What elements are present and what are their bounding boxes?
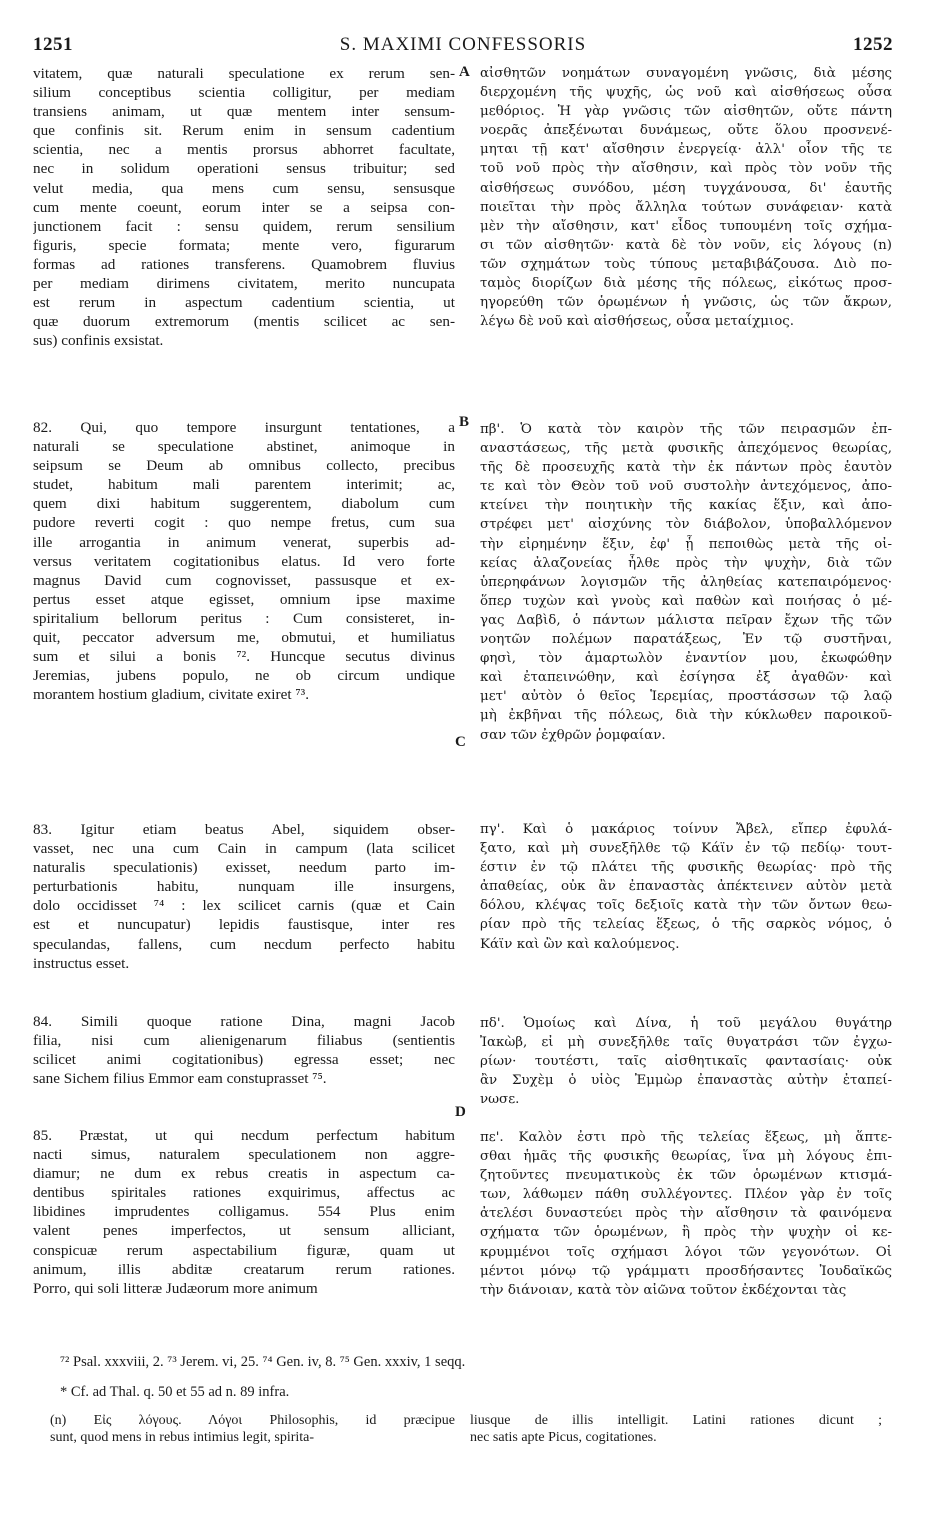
- greek-paragraph-82: [480, 420, 892, 745]
- greek-text-line: μὲν τὴν αἴσθησιν, κατ' εἶδος τυπουμένη τοῖς σχήμα-: [480, 218, 892, 234]
- greek-text-line: σαν τῶν ἐχθρῶν ῥομφαίαν.: [480, 727, 666, 743]
- greek-column: [480, 0, 892, 1370]
- latin-text-line: per mediam dirimens civitatem, merito nuncupata: [33, 275, 455, 293]
- editor-note-line: nec satis apte Picus, cogitationes.: [470, 1430, 657, 1445]
- greek-paragraph-85: [480, 1128, 892, 1300]
- greek-text-line: μετ' αὐτὸν ὁ θεῖος Ἱερεμίας, προστάσσων τῷ λαῷ: [480, 689, 892, 705]
- greek-text-line: λέγω δὲ νοῦ καὶ αἰσθήσεως, οὖσα μεταίχμιος.: [480, 314, 795, 330]
- greek-text-line: μὴ ἐκβῆναι τῆς πόλεως, διὰ τὴν κύκλωθεν παροικοῦ-: [480, 708, 892, 724]
- editor-note-left: [50, 1412, 455, 1446]
- greek-text-line: τὴν εἰρημένην ἕξιν, ἐφ' ᾗ πεποιθὼς μετὰ τῆς οἰ-: [480, 536, 892, 552]
- latin-text-line: junctionem facit : sensu quidem, rerum sensilium: [33, 217, 455, 235]
- scripture-footnotes: ⁷² Psal. xxxviii, 2. ⁷³ Jerem. vi, 25. ⁷⁴ Gen. iv, 8. ⁷⁵ Gen. xxxiv, 1 seqq.: [60, 1354, 466, 1370]
- latin-text-line: pertus esset atque egisset, omnium ipse maxime: [33, 590, 455, 608]
- greek-text-line: πβ'. Ὁ κατὰ τὸν καιρὸν τῆς τῶν πειρασμῶν ἐπ-: [480, 422, 892, 437]
- greek-text-line: ρίαν πρὸ τῆς τελείας ἕξεως, ὁ τῆς σαρκὸς νόμος, ὁ: [480, 917, 892, 933]
- latin-text-line: pudore reverti cogit : quo nempe fretus, cum sua: [33, 514, 455, 532]
- greek-text-line: δόλου, κλέψας τοῖς δεξιοῖς κατὰ τὴν τῶν ὄντων θεω-: [480, 898, 892, 914]
- latin-text-line: nacti simus, naturalem speculationem non aggre-: [33, 1146, 455, 1164]
- latin-text-line: versus veritatem cogitationibus elatus. Id vero forte: [33, 552, 455, 570]
- latin-paragraph-84: [33, 1012, 455, 1088]
- greek-text-line: ταμὸς διορίζων διὰ μέσης τῆς πόλεως, εἰκότως προσ-: [480, 276, 892, 292]
- greek-text-line: ἀτελέσι δυναστεύει πρὸς τὴν αἴσθησιν τὰ φαινόμενα: [480, 1206, 892, 1222]
- greek-text-line: διερχομένη τῆς ψυχῆς, ὡς νοῦ καὶ αἰσθήσεως οὖσα: [480, 85, 892, 101]
- greek-text-line: έστιν ἐν τῷ πλάτει τῆς φυσικῆς θεωρίας· πρὸ τῆς: [480, 860, 892, 876]
- latin-text-line: sane Sichem filius Emmor eam constuprasset ⁷⁵.: [33, 1070, 327, 1088]
- latin-text-line: quem dixi habitum suggerentem, diabolum cum: [33, 495, 455, 513]
- latin-text-line: instructus esset.: [33, 954, 130, 972]
- greek-text-line: κτείνει τὴν ποιητικὴν τῆς κακίας ἕξιν, καὶ ἀπο-: [480, 498, 892, 514]
- greek-text-line: πγ'. Καὶ ὁ μακάριος τοίνυν Ἄβελ, εἴπερ ἐφυλά-: [480, 822, 892, 837]
- greek-text-line: ὑπερηφάνων λογισμῶν τῆς ἀληθείας κατεπαιρόμενος·: [480, 574, 892, 590]
- greek-text-line: Κάϊν καὶ ὢν καὶ καλούμενος.: [480, 936, 680, 952]
- greek-text-line: πδ'. Ὁμοίως καὶ Δίνα, ἡ τοῦ μεγάλου θυγάτηρ: [480, 1016, 892, 1031]
- latin-text-line: figuris, specie formata; mente vero, figurarum: [33, 236, 455, 254]
- latin-text-line: 82. Qui, quo tempore insurgunt tentationes, a: [33, 419, 455, 436]
- latin-text-line: 83. Igitur etiam beatus Abel, siquidem obser-: [33, 821, 455, 838]
- greek-paragraph-83: [480, 820, 892, 954]
- latin-text-line: animum, illis abditæ creatarum rerum rationes.: [33, 1260, 455, 1278]
- latin-text-line: perturbationis habitu, nunquam ille insurgens,: [33, 878, 455, 896]
- latin-paragraph-85: [33, 1126, 455, 1298]
- greek-text-line: των, λάθωμεν πάθη συλλέγοντες. Πλέον γὰρ ἐν τοῖς: [480, 1187, 892, 1203]
- greek-paragraph-84: [480, 1014, 892, 1109]
- margin-marker-c: C: [455, 734, 466, 750]
- running-title: S. MAXIMI CONFESSORIS: [339, 34, 587, 55]
- latin-text-line: scientia, nec a mentis prorsus abhorret facultate,: [33, 141, 455, 159]
- latin-text-line: silium conceptibus scientia colligitur, per mediam: [33, 84, 455, 102]
- latin-text-line: velut media, qua mens cum sensu, sensusque: [33, 179, 455, 197]
- cross-reference-footnote: * Cf. ad Thal. q. 50 et 55 ad n. 89 infra.: [60, 1384, 290, 1400]
- latin-text-line: studet, habitum mali parentem interimit; ac,: [33, 476, 455, 494]
- greek-text-line: κείας ἀλαζονείας ἦλθε πρὸς τὴν ψυχὴν, διὰ τῶν: [480, 555, 892, 571]
- latin-paragraph-83: [33, 820, 455, 973]
- right-column-number: 1252: [853, 34, 893, 55]
- greek-text-line: γας Δαβὶδ, ὁ πάντων μάλιστα πεῖραν ἔχων τῆς τῶν: [480, 612, 892, 628]
- greek-text-line: πε'. Καλὸν ἐστι πρὸ τῆς τελείας ἕξεως, μὴ ἅπτε-: [480, 1130, 892, 1145]
- latin-text-line: est rerum in aspectum cadentium scientia, ut: [33, 294, 455, 312]
- latin-text-line: est et nuncupatur) lepidis faustisque, inter res: [33, 916, 455, 934]
- latin-text-line: morantem hostium gladium, civitate exiret ⁷³.: [33, 686, 309, 704]
- left-column-number: 1251: [33, 34, 73, 55]
- greek-text-line: ἂν Συχὲμ ὁ υἱὸς Ἐμμὼρ ἐπαναστὰς αὐτὴν ἐταπεί-: [480, 1073, 892, 1089]
- latin-text-line: cum mente coeunt, eorum inter se a seipsa con-: [33, 198, 455, 216]
- latin-text-line: vitatem, quæ naturali speculatione ex rerum sen-: [33, 65, 455, 82]
- editor-note-line: sunt, quod mens in rebus intimius legit, spirita-: [50, 1430, 315, 1445]
- greek-text-line: ηγορεύθη τῶν ὁρωμένων ἡ γνῶσις, ὡς τῶν ἄκρων,: [480, 295, 892, 311]
- greek-text-line: ποιεῖται τὴν πρὸς ἄλληλα τούτων συνάφειαν· κατὰ: [480, 199, 892, 215]
- greek-text-line: καὶ ἐταπεινώθην, καὶ ἐσίγησα ἐξ ἀγαθῶν· καὶ: [480, 670, 892, 686]
- greek-text-line: τὴν διάνοιαν, κατὰ τὸν αἰῶνα τοῦτον ἐκδέχονται τὰς: [480, 1282, 847, 1298]
- greek-text-line: κρυμμένοι τοῖς σχήμασι λόγοι τῶν γεγονότων. Οἱ: [480, 1244, 892, 1260]
- greek-text-line: νοητῶν πολέμων παρατάξεως, Ἐν τῷ συστῆναι,: [480, 632, 892, 648]
- greek-text-line: ὅπερ τυχὼν καὶ γνοὺς καὶ παθὼν καὶ ποιήσας ὁ μέ-: [480, 593, 892, 609]
- latin-text-line: 85. Præstat, ut qui necdum perfectum habitum: [33, 1127, 455, 1144]
- latin-text-line: scilicet animi cogitationibus) egressa esset; nec: [33, 1051, 455, 1069]
- greek-text-line: τοῦ νοῦ πρὸς τὴν αἴσθησιν, καὶ πρὸς τὸν νοῦν τῆς: [480, 161, 892, 177]
- latin-text-line: nec in solidum operationi sensus tribuitur; sed: [33, 160, 455, 178]
- latin-text-line: transiens animam, ut quæ mentem inter sensum-: [33, 103, 455, 121]
- greek-text-line: ἀπαθείας, οὐκ ἂν ἐπαναστὰς ἀπέκτεινεν αὐτὸν μετὰ: [480, 879, 892, 895]
- latin-text-line: dentibus spiritales rationes exquirimus, affectus ac: [33, 1184, 455, 1202]
- greek-text-line: στρέφει μετ' αἰσχύνης τὸν διάβολον, ὑποβαλλόμενον: [480, 517, 892, 533]
- latin-text-line: filia, nisi cum alienigenarum filiabus (sentientis: [33, 1032, 455, 1050]
- greek-text-line: αἰσθητῶν νοημάτων συναγομένη γνῶσις, διὰ μέσης: [480, 66, 892, 81]
- greek-text-line: νωσε.: [480, 1092, 520, 1108]
- greek-text-line: μεθόριος. Ἡ γὰρ γνῶσις τῶν αἰσθητῶν, οὔτε πάντη: [480, 104, 892, 120]
- editor-note-line: (n) Εἰς λόγους. Λόγοι Philosophis, id præcipue: [50, 1413, 455, 1428]
- latin-text-line: vasset, nec una cum Cain in campum (lata scilicet: [33, 840, 455, 858]
- latin-text-line: conspicuæ rerum aspectabilium figuræ, quam ut: [33, 1241, 455, 1259]
- latin-text-line: sum et silui a bonis ⁷². Huncque secutus divinus: [33, 648, 455, 666]
- latin-text-line: magnus David cum cognovisset, passusque et ex-: [33, 571, 455, 589]
- latin-text-line: Porro, qui soli litteræ Judæorum more animum: [33, 1279, 318, 1297]
- latin-text-line: seipsum se Deum ab omnibus collecto, precibus: [33, 457, 455, 475]
- latin-text-line: ille arrogantia in animum venerat, superbis ad-: [33, 533, 455, 551]
- latin-column: [33, 0, 455, 1370]
- greek-text-line: τε καὶ τὸν Θεὸν τοῦ νοῦ συστολὴν ἀντεχόμενος, ἀπο-: [480, 479, 892, 495]
- latin-text-line: quit, peccator adversum me, obmutui, et humiliatus: [33, 629, 455, 647]
- latin-text-line: naturalis speculationis) exisset, needum parto im-: [33, 859, 455, 877]
- latin-text-line: speculandas, fallens, cum necdum perfecto habitu: [33, 935, 455, 953]
- greek-text-line: σθαι ἡμᾶς τῆς φυσικῆς θεωρίας, ἵνα μὴ λόγους ἐπι-: [480, 1149, 892, 1165]
- greek-text-line: ρίων· τουτέστι, ταῖς αἰσθητικαῖς φαντασίαις· οὐκ: [480, 1054, 892, 1070]
- greek-text-line: τῆς δὲ προσευχῆς κατὰ τὴν ἐκ πάντων πρὸς ἑαυτὸν: [480, 460, 892, 476]
- greek-text-line: φησὶ, τὸν ἁμαρτωλὸν ἐναντίον μου, ἐκωφώθην: [480, 651, 892, 667]
- latin-text-line: spiritalium bellorum peritus : Cum consisteret, in-: [33, 609, 455, 627]
- latin-text-line: naturali se speculatione abstinet, animoque in: [33, 438, 455, 456]
- latin-text-line: 84. Simili quoque ratione Dina, magni Jacob: [33, 1013, 455, 1030]
- latin-text-line: formas ad rationes transferens. Quamobrem fluvius: [33, 255, 455, 273]
- latin-paragraph-81-end: [33, 64, 455, 350]
- latin-text-line: valent penes imperfectos, ut sensum alliciant,: [33, 1222, 455, 1240]
- greek-text-line: ζητοῦντες πνευματικοὺς ἐκ τῶν ὁρωμένων κτισμά-: [480, 1168, 892, 1184]
- greek-text-line: ξατο, καὶ μὴ συνεξῆλθε τῷ Κάϊν ἐν τῷ πεδίῳ· τουτ-: [480, 841, 892, 857]
- greek-text-line: σι τῶν αἰσθητῶν· κατὰ δὲ τὸν νοῦν, εἰς λόγους (n): [480, 237, 892, 253]
- greek-text-line: αναστάσεως, τῆς μετὰ φυσικῆς ἀπεχόμενος θεωρίας,: [480, 441, 892, 457]
- margin-marker-d: D: [455, 1104, 466, 1120]
- greek-text-line: μέντοι μόνῳ τῷ γράμματι προσδήσαντες Ἰουδαϊκῶς: [480, 1263, 892, 1279]
- latin-text-line: libidines imprudentes colligamus. 554 Plus enim: [33, 1203, 455, 1221]
- greek-text-line: σχήματα τῶν ὁρωμένων, ἢ πρὸς τὴν ψυχὴν οἱ κε-: [480, 1225, 892, 1241]
- greek-text-line: Ἰακὼβ, εἰ μὴ συνεξῆλθε ταῖς θυγατράσι τῶν ἐγχω-: [480, 1035, 892, 1051]
- editor-note-right: [470, 1412, 882, 1446]
- latin-text-line: sus) confinis exsistat.: [33, 332, 164, 350]
- editor-note-line: liusque de illis intelligit. Latini rationes dicunt ;: [470, 1413, 882, 1428]
- margin-marker-b: B: [459, 414, 470, 430]
- greek-text-line: τῶν σχημάτων τοὺς τύπους μεταβιβάζουσα. Διὸ πο-: [480, 256, 892, 272]
- latin-text-line: Jeremias, jubens populo, ne ob circum undique: [33, 667, 455, 685]
- greek-text-line: νοερᾶς ἀπεξένωται δυνάμεως, οὔτε ὅλου προσνενέ-: [480, 123, 892, 139]
- greek-paragraph-81-end: [480, 64, 892, 331]
- latin-text-line: diamur; ne dum ex rebus creatis in aspectum ca-: [33, 1165, 455, 1183]
- margin-marker-a: A: [459, 64, 470, 80]
- latin-text-line: quæ duorum extremorum (mentis scilicet ac sen-: [33, 313, 455, 331]
- greek-text-line: αἰσθήσεως συνόδου, μέση τυγχάνουσα, δι' ἑαυτῆς: [480, 180, 892, 196]
- latin-paragraph-82: [33, 418, 455, 704]
- greek-text-line: μηται τῇ κατ' αἴσθησιν ἐνεργείᾳ· ἀλλ' οἷον τῆς τε: [480, 142, 892, 158]
- latin-text-line: que confinis sit. Rerum enim in sensum cadentium: [33, 122, 455, 140]
- latin-text-line: dolo occidisset ⁷⁴ : lex scilicet carnis (quæ et Cain: [33, 897, 455, 915]
